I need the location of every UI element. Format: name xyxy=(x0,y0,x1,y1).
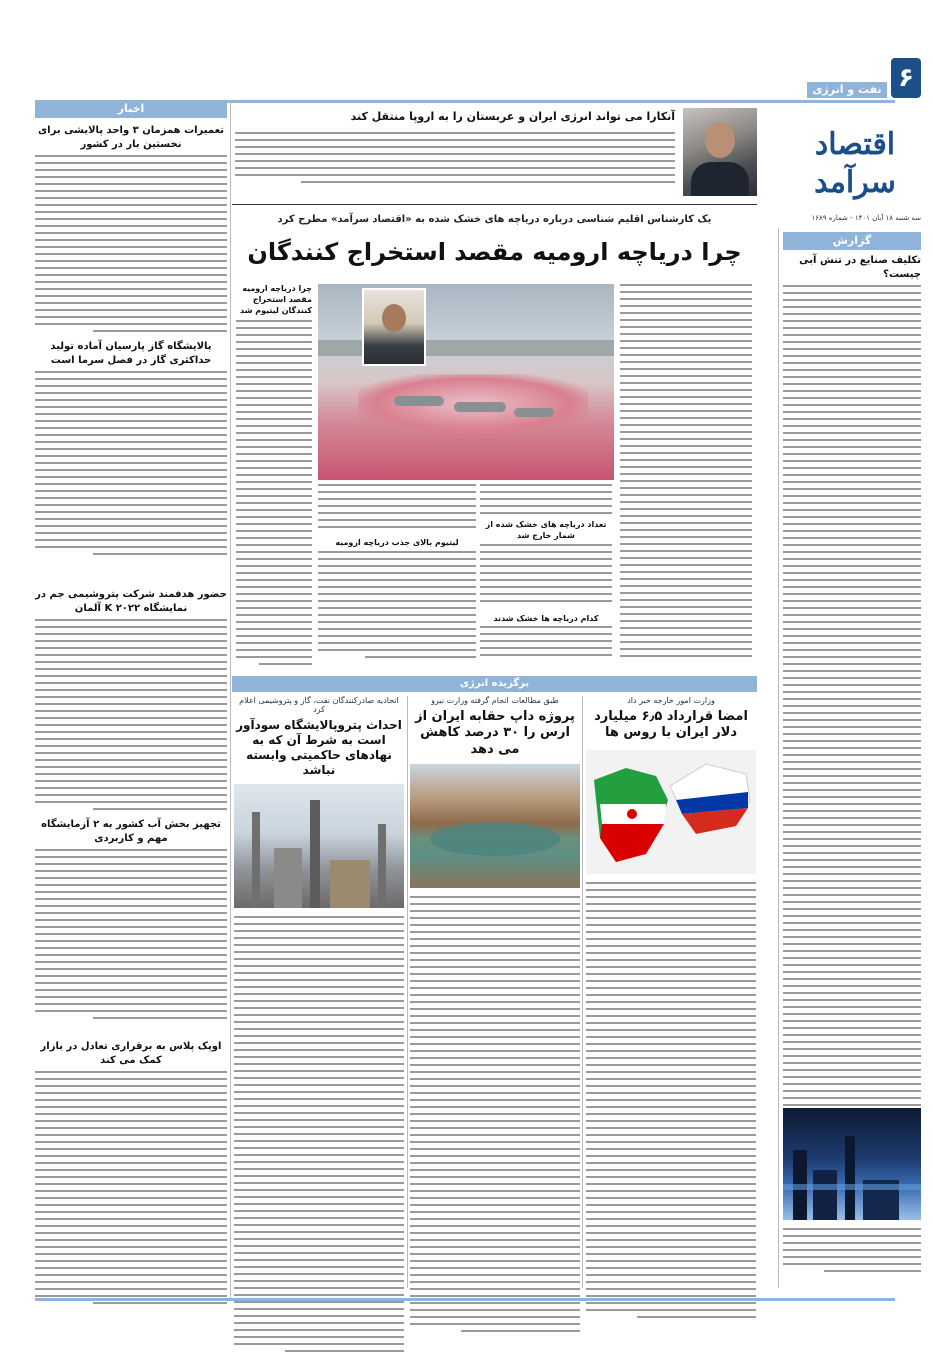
featured-item-1-kicker: وزارت امور خارجه خبر داد xyxy=(627,696,715,705)
right-report xyxy=(783,254,921,1131)
page-number-badge xyxy=(891,58,921,98)
logo xyxy=(789,112,921,212)
featured-item-3-title: احداث پتروپالایشگاه سودآور است به شرط آن که به نهادهای حاکمیتی وابسته نباشد xyxy=(236,718,402,777)
featured-divider-2 xyxy=(407,696,408,1288)
top-story-body xyxy=(235,132,675,196)
featured-item-1 xyxy=(586,696,756,1322)
top-story-divider xyxy=(232,204,757,205)
expert-portrait xyxy=(362,288,426,366)
refinery-photo xyxy=(234,784,404,908)
left-news-4 xyxy=(35,818,227,1045)
featured-divider-1 xyxy=(582,696,583,1288)
iran-russia-map xyxy=(586,750,756,874)
minister-photo xyxy=(683,108,757,196)
river-photo xyxy=(410,764,580,888)
featured-item-2-title: پروژه داپ حقابه ایران از ارس را ۳۰ درصد کاهش می دهد xyxy=(415,709,575,757)
left-news-2 xyxy=(35,340,227,571)
featured-item-3-kicker: اتحادیه صادرکنندگان نفت، گاز و پتروشیمی اعلام کرد xyxy=(239,696,399,714)
featured-item-1-title: امضا قرارداد ۶٫۵ میلیارد دلار ایران با روس ها xyxy=(594,709,748,741)
right-column-header: گزارش xyxy=(783,232,921,250)
section-title: نفت و انرژی xyxy=(812,83,882,96)
logo-text: اقتصاد سرآمد xyxy=(814,127,896,200)
featured-item-3 xyxy=(234,696,404,1356)
featured-header: برگزیده انرژی xyxy=(459,678,530,689)
date-issue: سه شنبه ۱۸ آبان ۱۴۰۱ - شماره ۱۶۸۹ xyxy=(811,214,921,222)
left-news-1 xyxy=(35,124,227,343)
main-story-subhead-1: چرا دریاچه ارومیه مقصد استخراج کنندگان لیتیوم شد xyxy=(239,284,312,315)
left-news-2-title: پالایشگاه گاز پارسیان آماده تولید حداکثری گاز در فصل سرما است xyxy=(50,341,212,366)
main-story-subhead-4: کدام دریاچه ها خشک شدند xyxy=(493,613,599,623)
left-column-header: اخبار xyxy=(35,100,227,118)
main-story-subhead-3: تعداد دریاچه های خشک شده از شمار خارج شد xyxy=(485,520,607,540)
left-news-3 xyxy=(35,588,227,829)
flags-map-icon xyxy=(586,750,756,874)
featured-header-bar xyxy=(232,676,757,692)
left-news-5 xyxy=(35,1040,227,1317)
main-story-col-2 xyxy=(480,484,612,666)
left-column-divider xyxy=(230,100,231,1300)
main-story-headline: چرا دریاچه ارومیه مقصد استخراج کنندگان xyxy=(247,238,742,266)
main-story-col-1 xyxy=(620,284,752,666)
right-report-title: تکلیف صنایع در تنش آبی چیست؟ xyxy=(799,255,921,280)
left-news-1-title: تعمیرات همزمان ۳ واحد پالایشی برای نخستین بار در کشور xyxy=(38,125,224,150)
left-news-5-title: اوپک پلاس به برقراری تعادل در بازار کمک می کند xyxy=(40,1041,222,1066)
top-story xyxy=(232,106,757,200)
main-story-col-3 xyxy=(318,484,476,667)
left-news-3-title: حضور هدفمند شرکت پتروشیمی جم در نمایشگاه ۲۰۲۲ K آلمان xyxy=(35,589,227,614)
main-story-subhead-2: لیتیوم بالای جذب دریاچه ارومیه xyxy=(335,538,459,547)
right-column-divider xyxy=(778,228,779,1288)
main-story-kicker: یک کارشناس اقلیم شناسی درباره دریاچه های خشک شده به «اقتصاد سرآمد» مطرح کرد xyxy=(277,214,712,225)
featured-item-2 xyxy=(410,696,580,1336)
left-news-4-title: تجهیز بخش آب کشور به ۲ آزمایشگاه مهم و کاربردی xyxy=(41,819,221,844)
page-number: ۶ xyxy=(898,63,914,93)
bottom-rule xyxy=(35,1298,895,1301)
factory-photo xyxy=(783,1108,921,1220)
featured-item-2-kicker: طبق مطالعات انجام گرفته وزارت نیرو xyxy=(431,696,559,705)
main-story-col-4 xyxy=(236,284,312,680)
right-report-tail xyxy=(783,1228,921,1288)
top-story-title: آنکارا می تواند انرژی ایران و عربستان را به اروپا منتقل کند xyxy=(350,110,675,123)
section-bar xyxy=(807,82,887,98)
